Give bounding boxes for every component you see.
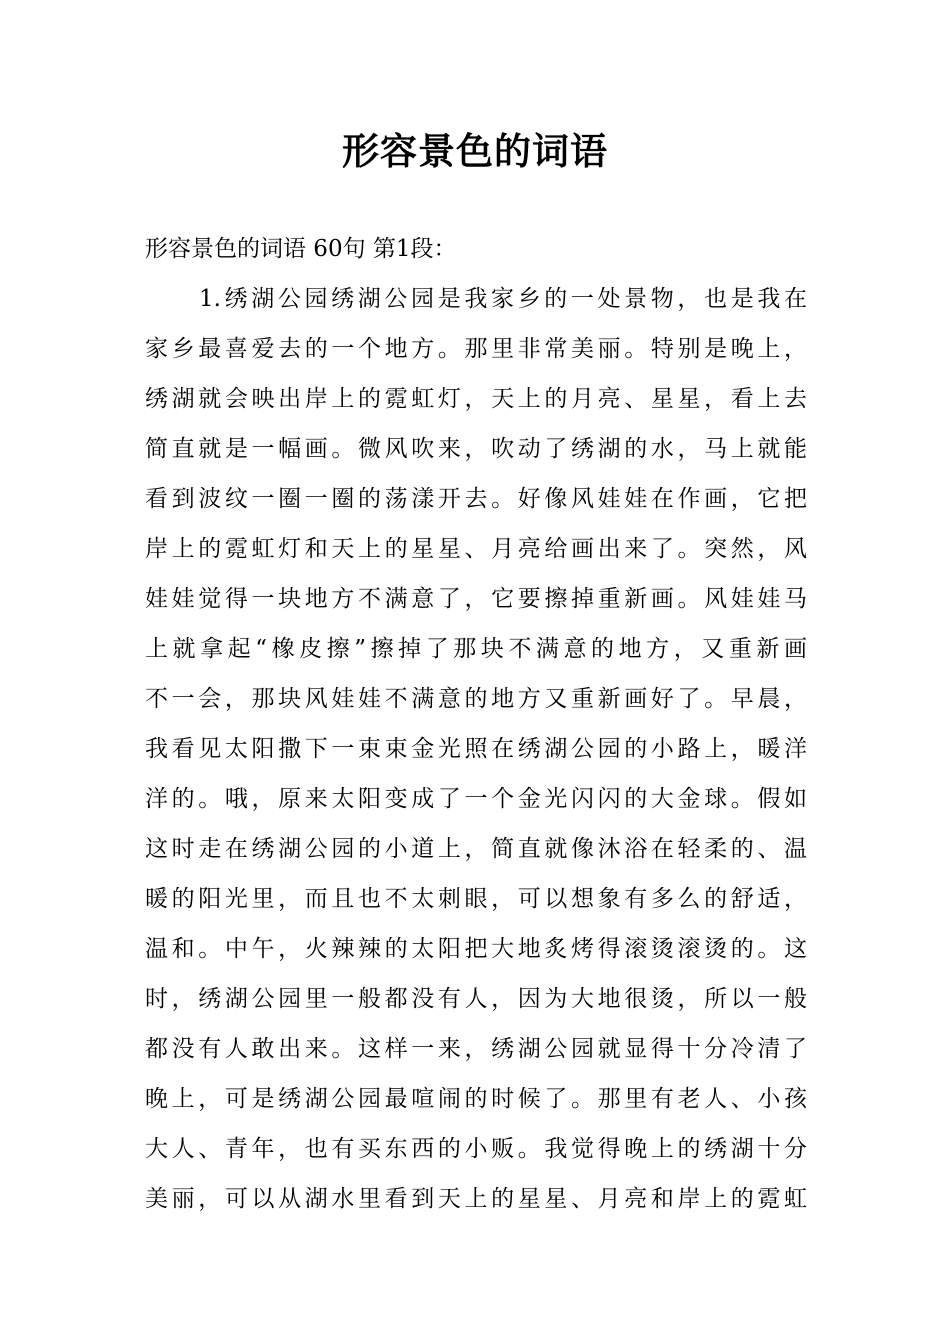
- paragraph-line: 温和。中午，火辣辣的太阳把大地炙烤得滚烫滚烫的。这: [145, 936, 807, 962]
- paragraph-line: 大人、青年，也有买东西的小贩。我觉得晚上的绣湖十分: [145, 1136, 807, 1162]
- section-heading: 形容景色的词语 60句 第1段：: [145, 236, 457, 262]
- paragraph-line: 晚上，可是绣湖公园最喧闹的时候了。那里有老人、小孩: [145, 1086, 807, 1112]
- paragraph-line: 我看见太阳撒下一束束金光照在绣湖公园的小路上，暖洋: [145, 736, 807, 762]
- paragraph-line: 绣湖就会映出岸上的霓虹灯，天上的月亮、星星，看上去: [145, 386, 807, 412]
- paragraph-line: 上就拿起“橡皮擦”擦掉了那块不满意的地方，又重新画: [145, 636, 807, 662]
- paragraph-line: 时，绣湖公园里一般都没有人，因为大地很烫，所以一般: [145, 986, 807, 1012]
- paragraph-line: 1.绣湖公园绣湖公园是我家乡的一处景物，也是我在: [199, 286, 807, 312]
- paragraph-line: 不一会，那块风娃娃不满意的地方又重新画好了。早晨，: [145, 686, 807, 712]
- paragraph-line: 洋的。哦，原来太阳变成了一个金光闪闪的大金球。假如: [145, 786, 807, 812]
- paragraph-line: 这时走在绣湖公园的小道上，简直就像沐浴在轻柔的、温: [145, 836, 807, 862]
- document-body: [145, 229, 807, 1229]
- paragraph-line: 娃娃觉得一块地方不满意了，它要擦掉重新画。风娃娃马: [145, 586, 807, 612]
- document-title: 形容景色的词语: [342, 129, 608, 173]
- paragraph-line: 家乡最喜爱去的一个地方。那里非常美丽。特别是晚上，: [145, 336, 807, 362]
- paragraph-line: 岸上的霓虹灯和天上的星星、月亮给画出来了。突然，风: [145, 536, 807, 562]
- paragraph-line: 美丽，可以从湖水里看到天上的星星、月亮和岸上的霓虹: [145, 1186, 807, 1212]
- paragraph-line: 简直就是一幅画。微风吹来，吹动了绣湖的水，马上就能: [145, 436, 807, 462]
- paragraph-line: 都没有人敢出来。这样一来，绣湖公园就显得十分冷清了: [145, 1036, 807, 1062]
- paragraph-line: 看到波纹一圈一圈的荡漾开去。好像风娃娃在作画，它把: [145, 486, 807, 512]
- paragraph-line: 暖的阳光里，而且也不太刺眼，可以想象有多么的舒适，: [145, 886, 807, 912]
